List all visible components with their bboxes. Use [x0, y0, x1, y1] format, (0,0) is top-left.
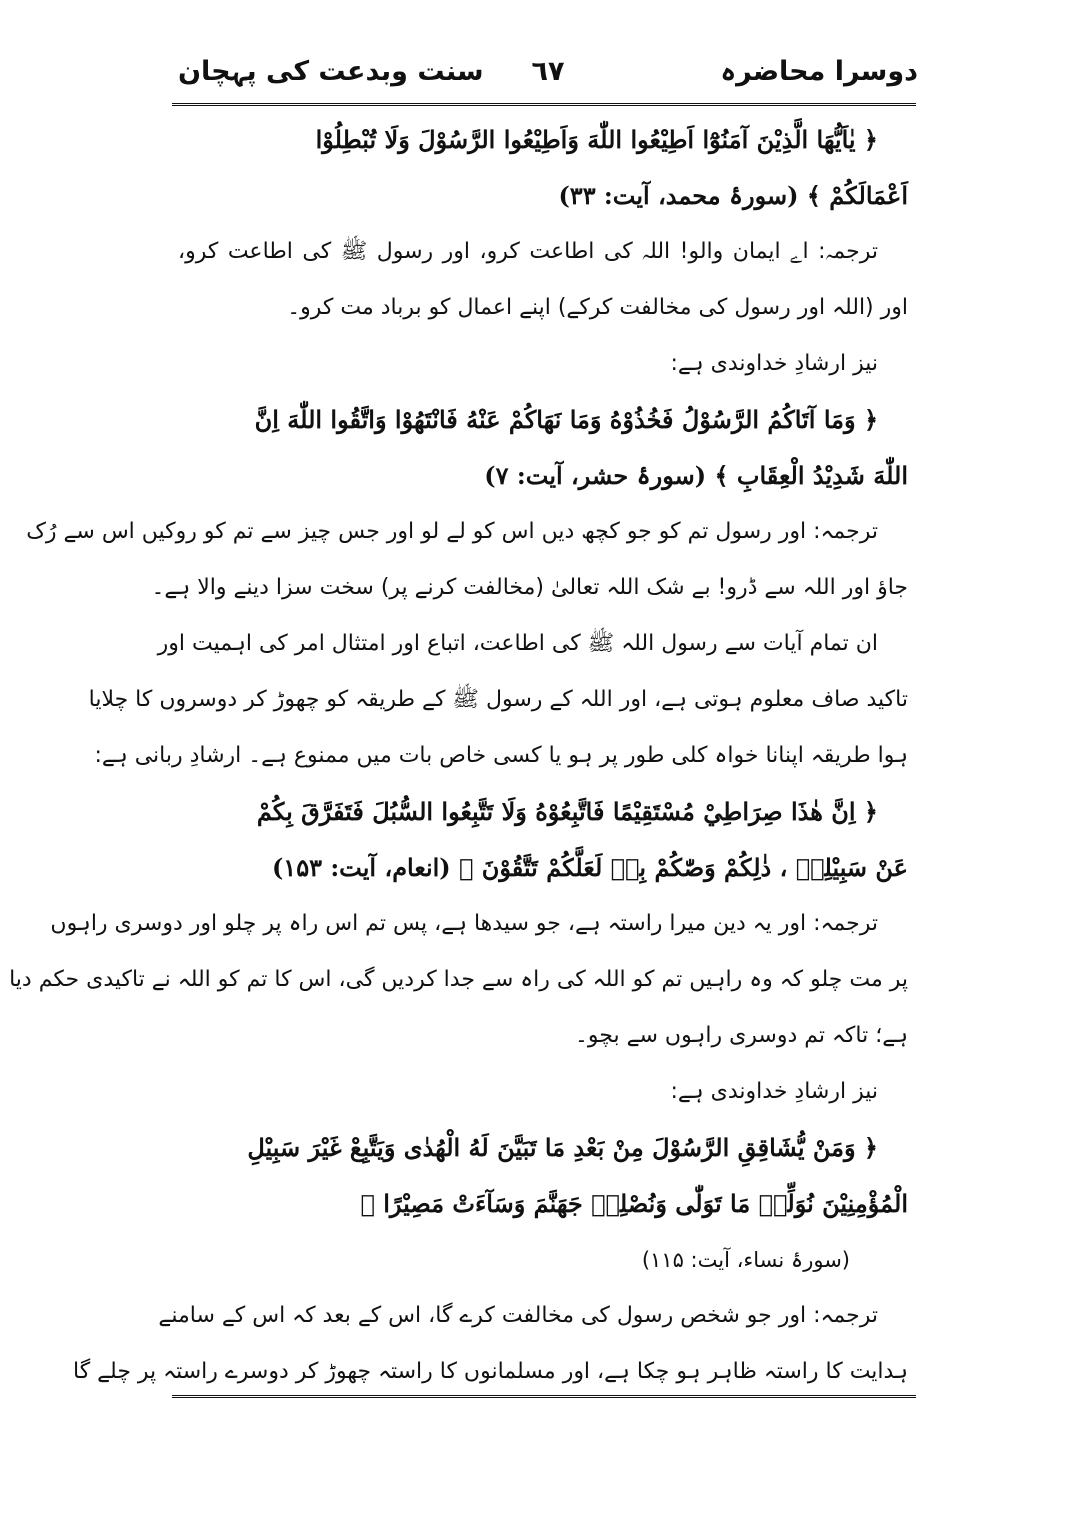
quran-verse-line: ﴿ اِنَّ هٰذَا صِرَاطِيْ مُسْتَقِيْمًا فَاتَّبِعُوْهُ وَلَا تَتَّبِعُوا السُّبُلَ فَتَفَرَّقَ بِكُمْ [256, 797, 878, 826]
intro-line: نیز ارشادِ خداوندی ہے: [670, 1079, 878, 1104]
translation-line: ترجمہ: اور جو شخص رسول کی مخالفت کرے گا، اس کے بعد کہ اس کے سامنے [158, 1303, 878, 1328]
quran-verse-line: اللّٰهَ شَدِيْدُ الْعِقَابِ ﴾ (سورۂ حشر، آیت: ۷) [484, 461, 908, 490]
quran-verse-line: ﴿ وَمَنْ يُّشَاقِقِ الرَّسُوْلَ مِنْ بَعْدِ مَا تَبَيَّنَ لَهُ الْهُدٰى وَيَتَّبِعْ غَيْرَ سَبِيْلِ [247, 1133, 878, 1162]
intro-line: نیز ارشادِ خداوندی ہے: [670, 351, 878, 376]
quran-verse-line: ﴿ وَمَا آتَاكُمُ الرَّسُوْلُ فَخُذُوْهُ وَمَا نَهَاكُمْ عَنْهُ فَانْتَهُوْا وَاتَّقُوا اللّٰهَ اِنَّ [254, 405, 878, 434]
translation-line: اور (اللہ اور رسول کی مخالفت کرکے) اپنے اعمال کو برباد مت کرو۔ [287, 295, 908, 320]
paragraph-line: تاکید صاف معلوم ہوتی ہے، اور اللہ کے رسول ﷺ کے طریقہ کو چھوڑ کر دوسروں کا چلایا [88, 687, 908, 712]
translation-line: ہے؛ تاکہ تم دوسری راہوں سے بچو۔ [575, 1023, 908, 1048]
running-header [178, 52, 918, 100]
quran-verse-line: ﴿ يٰاَيُّهَا الَّذِيْنَ آمَنُوْٓا اَطِيْعُوا اللّٰهَ وَاَطِيْعُوا الرَّسُوْلَ وَلَا تُبْطِلُوْا [315, 125, 878, 154]
book-title: سنت وبدعت کی پہچان [178, 56, 484, 87]
translation-line: جاؤ اور اللہ سے ڈرو! بے شک اللہ تعالیٰ (مخالفت کرنے پر) سخت سزا دینے والا ہے۔ [151, 575, 908, 600]
translation-line: پر مت چلو کہ وہ راہیں تم کو اللہ کی راہ سے جدا کردیں گی، اس کا تم کو اللہ نے تاکیدی حکم دیا [9, 967, 908, 992]
paragraph-line: ہوا طریقہ اپنانا خواہ کلی طور پر ہو یا کسی خاص بات میں ممنوع ہے۔ ارشادِ ربانی ہے: [94, 743, 908, 768]
quran-verse-line: اَعْمَالَكُمْ ﴾ (سورۂ محمد، آیت: ۳۳) [558, 181, 908, 210]
page-body [9, 112, 908, 1400]
translation-line: ترجمہ: اور یہ دین میرا راستہ ہے، جو سیدھا ہے، پس تم اس راہ پر چلو اور دوسری راہوں [50, 911, 878, 936]
header-rule [172, 103, 916, 106]
paragraph-line: ان تمام آیات سے رسول اللہ ﷺ کی اطاعت، اتباع اور امتثال امر کی اہمیت اور [157, 631, 878, 656]
footer-rule [172, 1395, 916, 1398]
quran-verse-line: الْمُؤْمِنِيْنَ نُوَلِّهٖ مَا تَوَلّٰى وَنُصْلِهٖ جَهَنَّمَ وَسَآءَتْ مَصِيْرًا ﴾ [360, 1189, 908, 1218]
chapter-title: دوسرا محاضرہ [720, 56, 918, 87]
quran-verse-line: عَنْ سَبِيْلِهٖ ، ذٰلِكُمْ وَصّٰكُمْ بِهٖ لَعَلَّكُمْ تَتَّقُوْنَ ﴾ (انعام، آیت: ۱۵۳) [271, 853, 908, 882]
page-number: ٦٧ [531, 56, 565, 87]
translation-line: ہدایت کا راستہ ظاہر ہو چکا ہے، اور مسلمانوں کا راستہ چھوڑ کر دوسرے راستہ پر چلے گا [72, 1359, 908, 1384]
translation-line: ترجمہ: اور رسول تم کو جو کچھ دیں اس کو لے لو اور جس چیز سے تم کو روکیں اس سے رُک [26, 519, 878, 544]
verse-reference: (سورۂ نساء، آیت: ۱۱۵) [641, 1248, 850, 1272]
translation-line: ترجمہ: اے ایمان والو! اللہ کی اطاعت کرو، اور رسول ﷺ کی اطاعت کرو، [178, 239, 878, 264]
